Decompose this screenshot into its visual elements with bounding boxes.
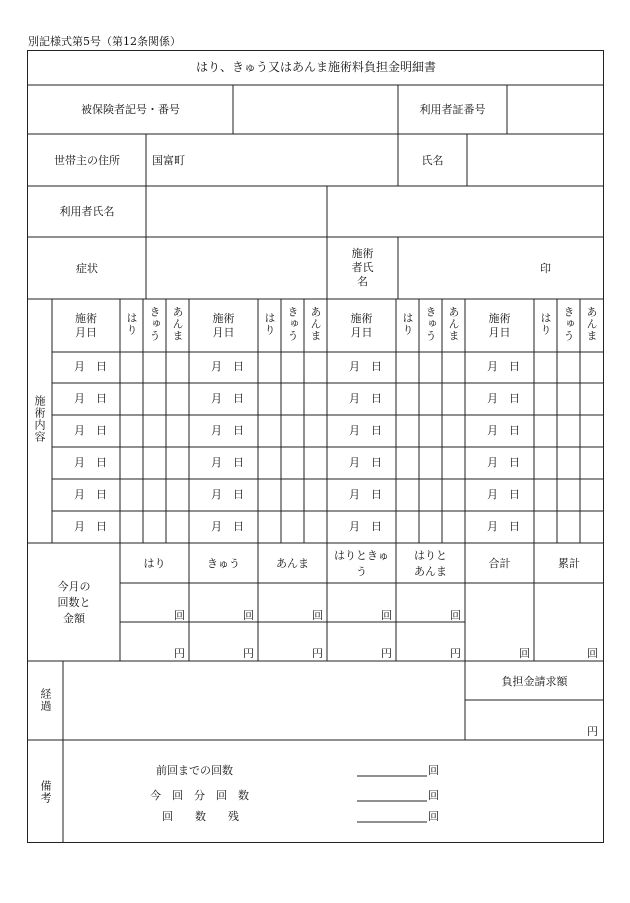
treat-day: 日 bbox=[233, 360, 244, 373]
treat-month: 月 bbox=[487, 520, 498, 533]
summary-col-harianma-2: あんま bbox=[414, 565, 447, 578]
practitioner-label-3: 名 bbox=[357, 275, 368, 288]
treat-month: 月 bbox=[211, 488, 222, 501]
treat-day: 日 bbox=[96, 488, 107, 501]
summary-col-hari: はり bbox=[143, 557, 166, 570]
treat-col-anma: あんま bbox=[447, 306, 460, 342]
user-name-label: 利用者氏名 bbox=[59, 205, 115, 218]
summary-cumulative-count-unit: 回 bbox=[587, 647, 598, 660]
treat-month: 月 bbox=[74, 424, 85, 437]
treat-day: 日 bbox=[509, 360, 520, 373]
name-label: 氏名 bbox=[421, 154, 444, 167]
summary-count-unit: 回 bbox=[450, 609, 461, 622]
treat-day: 日 bbox=[371, 520, 382, 533]
treat-month: 月 bbox=[487, 456, 498, 469]
treat-month: 月 bbox=[211, 456, 222, 469]
form-number: 別記様式第5号（第12条関係） bbox=[28, 35, 181, 48]
summary-yen-unit: 円 bbox=[174, 647, 185, 660]
treat-day: 日 bbox=[371, 392, 382, 405]
treat-day: 日 bbox=[371, 360, 382, 373]
treat-col-kyu: きゅう bbox=[424, 306, 437, 342]
seal-label: 印 bbox=[540, 262, 551, 275]
treat-month: 月 bbox=[211, 360, 222, 373]
treat-day: 日 bbox=[509, 456, 520, 469]
householder-address-label: 世帯主の住所 bbox=[54, 154, 120, 167]
treat-month: 月 bbox=[74, 520, 85, 533]
treat-date-header-1: 施術 bbox=[75, 312, 97, 325]
remarks-line-current-count: 今 回 分 回 数 bbox=[150, 789, 249, 802]
remarks-unit-3: 回 bbox=[428, 810, 439, 823]
treat-month: 月 bbox=[74, 392, 85, 405]
summary-count-unit: 回 bbox=[381, 609, 392, 622]
treat-day: 日 bbox=[233, 456, 244, 469]
treat-month: 月 bbox=[349, 456, 360, 469]
treat-date-header-1: 施術 bbox=[212, 312, 235, 325]
treat-day: 日 bbox=[233, 424, 244, 437]
treat-col-hari: はり bbox=[539, 312, 552, 336]
treat-month: 月 bbox=[349, 488, 360, 501]
treat-date-header-2: 月日 bbox=[350, 326, 373, 339]
treat-day: 日 bbox=[96, 424, 107, 437]
treat-date-header-2: 月日 bbox=[488, 326, 511, 339]
treatment-section-label: 施術内容 bbox=[33, 395, 46, 443]
treat-day: 日 bbox=[233, 520, 244, 533]
remarks-unit-1: 回 bbox=[428, 764, 439, 777]
treat-month: 月 bbox=[211, 424, 222, 437]
symptom-label: 症状 bbox=[76, 262, 98, 275]
summary-col-total: 合計 bbox=[488, 557, 511, 570]
treat-month: 月 bbox=[487, 488, 498, 501]
treat-month: 月 bbox=[74, 360, 85, 373]
treat-day: 日 bbox=[233, 488, 244, 501]
remarks-line-remaining: 回 数 残 bbox=[162, 810, 239, 823]
treat-month: 月 bbox=[349, 424, 360, 437]
address-value: 国富町 bbox=[152, 154, 185, 167]
treat-day: 日 bbox=[96, 360, 107, 373]
summary-yen-unit: 円 bbox=[381, 647, 392, 660]
treat-day: 日 bbox=[233, 392, 244, 405]
summary-col-kyu: きゅう bbox=[207, 557, 240, 570]
treat-month: 月 bbox=[211, 520, 222, 533]
summary-yen-unit: 円 bbox=[450, 647, 461, 660]
treat-day: 日 bbox=[371, 456, 382, 469]
treat-month: 月 bbox=[487, 424, 498, 437]
treat-col-anma: あんま bbox=[309, 306, 322, 342]
practitioner-label-2: 者氏 bbox=[351, 261, 374, 274]
summary-total-count-unit: 回 bbox=[519, 647, 530, 660]
summary-label-2: 回数と bbox=[57, 596, 91, 609]
summary-col-harikyu-2: う bbox=[356, 565, 367, 578]
summary-count-unit: 回 bbox=[243, 609, 254, 622]
request-amount-yen: 円 bbox=[587, 725, 598, 738]
treat-day: 日 bbox=[509, 424, 520, 437]
summary-label-3: 金額 bbox=[63, 612, 85, 625]
treat-col-kyu: きゅう bbox=[286, 306, 299, 342]
summary-col-harikyu-1: はりときゅ bbox=[334, 549, 389, 562]
treat-day: 日 bbox=[96, 456, 107, 469]
treat-col-kyu: きゅう bbox=[562, 306, 575, 342]
progress-label: 経過 bbox=[39, 688, 52, 712]
treat-day: 日 bbox=[509, 488, 520, 501]
summary-label-1: 今月の bbox=[57, 580, 91, 593]
treat-col-hari: はり bbox=[401, 312, 414, 336]
remarks-line-previous-count: 前回までの回数 bbox=[156, 764, 233, 777]
treat-col-kyu: きゅう bbox=[148, 306, 161, 342]
remarks-unit-2: 回 bbox=[428, 789, 439, 802]
treat-month: 月 bbox=[211, 392, 222, 405]
treat-month: 月 bbox=[349, 520, 360, 533]
treat-day: 日 bbox=[96, 520, 107, 533]
request-amount-label: 負担金請求額 bbox=[501, 675, 568, 688]
insured-symbol-label: 被保険者記号・番号 bbox=[81, 103, 180, 116]
summary-col-cumulative: 累計 bbox=[558, 557, 580, 570]
summary-count-unit: 回 bbox=[174, 609, 185, 622]
summary-yen-unit: 円 bbox=[243, 647, 254, 660]
treat-col-anma: あんま bbox=[171, 306, 184, 342]
summary-yen-unit: 円 bbox=[312, 647, 323, 660]
treat-day: 日 bbox=[96, 392, 107, 405]
treat-month: 月 bbox=[349, 360, 360, 373]
treat-date-header-1: 施術 bbox=[350, 312, 373, 325]
treat-day: 日 bbox=[509, 520, 520, 533]
summary-col-anma: あんま bbox=[276, 557, 309, 570]
treat-day: 日 bbox=[371, 424, 382, 437]
treat-month: 月 bbox=[487, 360, 498, 373]
user-cert-label: 利用者証番号 bbox=[419, 103, 486, 116]
treat-col-anma: あんま bbox=[585, 306, 598, 342]
remarks-label: 備考 bbox=[39, 780, 52, 804]
treat-month: 月 bbox=[74, 456, 85, 469]
treat-date-header-2: 月日 bbox=[75, 326, 97, 339]
treat-day: 日 bbox=[509, 392, 520, 405]
treat-date-header-2: 月日 bbox=[212, 326, 235, 339]
treat-month: 月 bbox=[74, 488, 85, 501]
treat-day: 日 bbox=[371, 488, 382, 501]
summary-col-harianma-1: はりと bbox=[414, 549, 447, 562]
treat-col-hari: はり bbox=[263, 312, 276, 336]
treat-col-hari: はり bbox=[125, 312, 138, 336]
summary-count-unit: 回 bbox=[312, 609, 323, 622]
practitioner-label-1: 施術 bbox=[351, 247, 374, 260]
treat-month: 月 bbox=[349, 392, 360, 405]
treat-month: 月 bbox=[487, 392, 498, 405]
form-title: はり、きゅう又はあんま施術料負担金明細書 bbox=[195, 60, 436, 74]
treat-date-header-1: 施術 bbox=[488, 312, 511, 325]
